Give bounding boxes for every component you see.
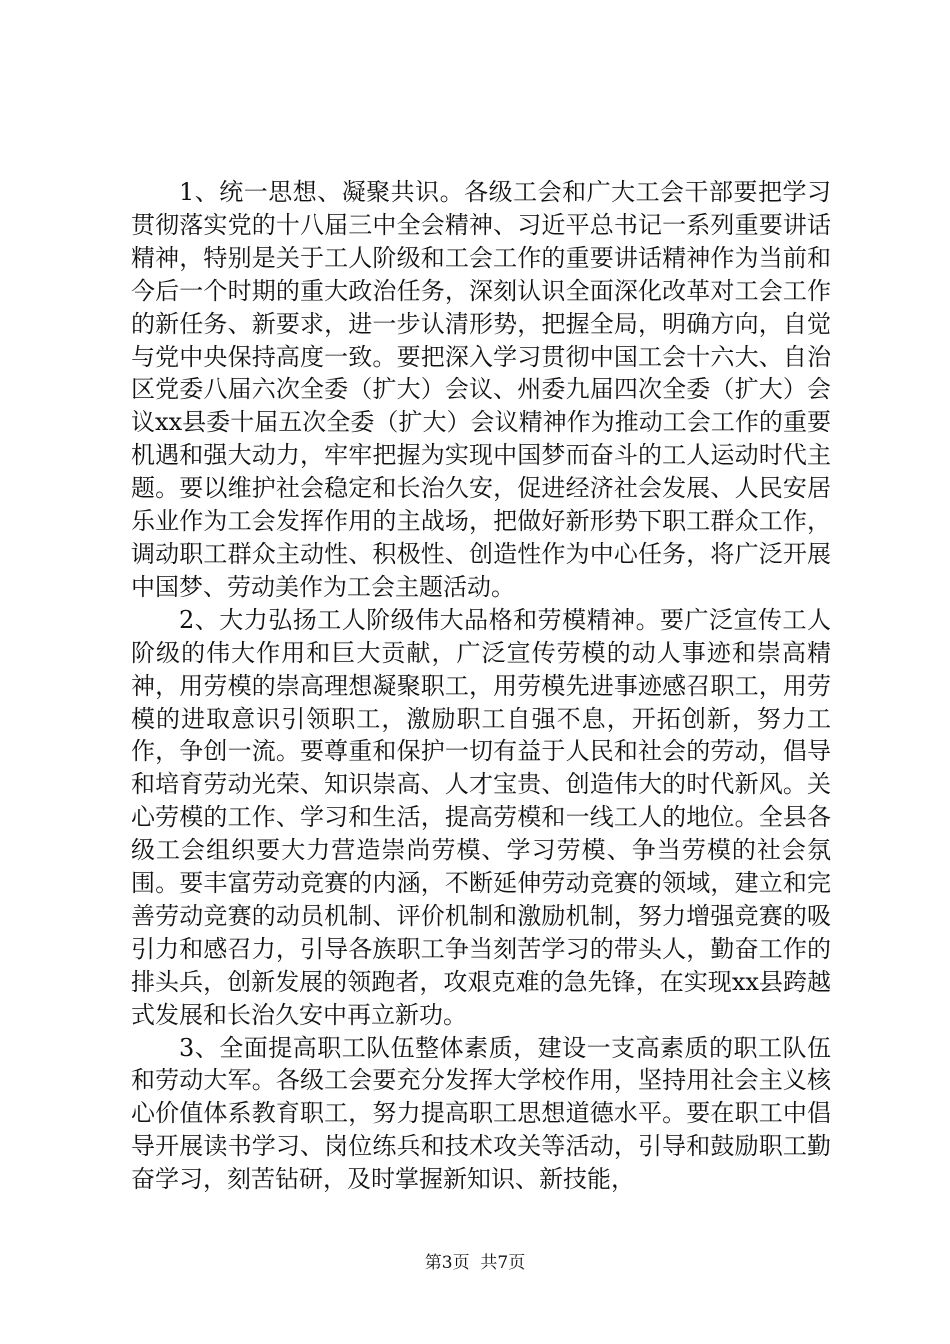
body-text bbox=[131, 176, 831, 1196]
paragraph-1: 1、统一思想、凝聚共识。各级工会和广大工会干部要把学习贯彻落实党的十八届三中全会精神、习近平总书记一系列重要讲话精神，特别是关于工人阶级和工会工作的重要讲话精神作为当前和今后一个时期的重大政治任务，深刻认识全面深化改革对工会工作的新任务、新要求，进一步认清形势，把握全局，明确方向，自觉与党中央保持高度一致。要把深入学习贯彻中国工会十六大、自治区党委八届六次全委（扩大）会议、州委九届四次全委（扩大）会议xx县委十届五次全委（扩大）会议精神作为推动工会工作的重要机遇和强大动力，牢牢把握为实现中国梦而奋斗的工人运动时代主题。要以维护社会稳定和长治久安，促进经济社会发展、人民安居乐业作为工会发挥作用的主战场，把做好新形势下职工群众工作，调动职工群众主动性、积极性、创造性作为中心任务，将广泛开展中国梦、劳动美作为工会主题活动。 bbox=[131, 178, 831, 601]
footer-separator bbox=[470, 1253, 481, 1273]
page-number: 第3页 bbox=[424, 1253, 470, 1273]
total-pages: 共7页 bbox=[480, 1253, 526, 1273]
page-footer bbox=[0, 1248, 950, 1273]
paragraph-3: 3、全面提高职工队伍整体素质，建设一支高素质的职工队伍和劳动大军。各级工会要充分发挥大学校作用，坚持用社会主义核心价值体系教育职工，努力提高职工思想道德水平。要在职工中倡导开展读书学习、岗位练兵和技术攻关等活动，引导和鼓励职工勤奋学习，刻苦钻研，及时掌握新知识、新技能， bbox=[131, 1033, 831, 1194]
paragraph-2: 2、大力弘扬工人阶级伟大品格和劳模精神。要广泛宣传工人阶级的伟大作用和巨大贡献，广泛宣传劳模的动人事迹和崇高精神，用劳模的崇高理想凝聚职工，用劳模先进事迹感召职工，用劳模的进取意识引领职工，激励职工自强不息，开拓创新，努力工作，争创一流。要尊重和保护一切有益于人民和社会的劳动，倡导和培育劳动光荣、知识崇高、人才宝贵、创造伟大的时代新风。关心劳模的工作、学习和生活，提高劳模和一线工人的地位。全县各级工会组织要大力营造崇尚劳模、学习劳模、争当劳模的社会氛围。要丰富劳动竞赛的内涵，不断延伸劳动竞赛的领域，建立和完善劳动竞赛的动员机制、评价机制和激励机制，努力增强竞赛的吸引力和感召力，引导各族职工争当刻苦学习的带头人，勤奋工作的排头兵，创新发展的领跑者，攻艰克难的急先锋，在实现xx县跨越式发展和长治久安中再立新功。 bbox=[131, 605, 831, 1029]
